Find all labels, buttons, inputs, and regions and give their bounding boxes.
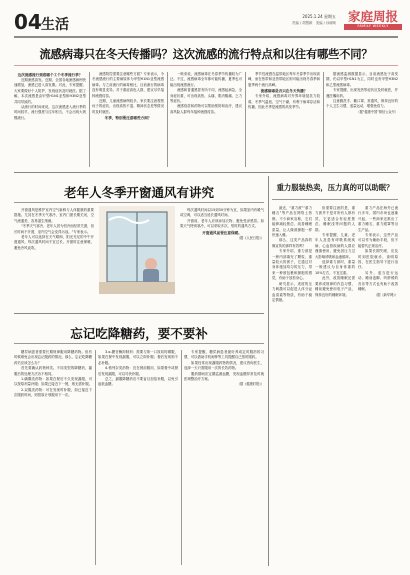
paragraph: 4.格列奈类药物：宜在餐前服用，如果餐中或餐后发现漏服，可以尽快补服。 [98, 366, 178, 376]
paragraph: 此外，改善睡眠还需要养成规律的作息习惯，睡前避免使用电子产品，保持良好的睡眠环境。 [315, 276, 355, 297]
paragraph: “冬季天气寒冷，老年人因为怕冷而经常关窗，但长时间不开窗，室内空气会变得污浊。”专家表示。 [14, 224, 94, 234]
gravity-col-3 [358, 206, 398, 298]
paragraph: 专家介绍，流感病毒对外界环境抵抗力较弱，冬季气温低、空气干燥，有利于病毒存活和传播，因此冬季是流感的高发季节。 [248, 94, 320, 110]
paragraph: 糖尿病患者需要长期规律服用降糖药物。但有时候难免会出现忘记服药的情况。那么，忘记吃降糖药后应该怎么办？ [14, 350, 92, 365]
paragraph: 专家表示，这些产品可以作为辅助手段，但不能替代正规治疗。 [358, 233, 398, 248]
header-meta [276, 14, 336, 26]
paragraph: 注意勤洗手、戴口罩、常通风，保持良好的个人卫生习惯，适量运动，增强免疫力。 [326, 99, 398, 109]
paragraph: 专家提醒，儿童、老年人及患有呼吸系统疾病、心血管疾病的人群应谨慎使用，避免因压力过大影响呼吸和血液循环。 [315, 233, 355, 259]
paragraph: 选择重力被时，重量一般建议为自身体重的10%左右，不宜过重。 [315, 260, 355, 275]
editor-line: 责编 / 胡慧颖 美编 / 孙晓映 [292, 21, 336, 25]
paragraph: 总之，漏服降糖药后不要盲目加倍补服，以免引起低血糖。 [98, 377, 178, 387]
paragraph: 服药期间应定期监测血糖，发现血糖异常及时就医调整治疗方案。 [184, 371, 264, 382]
paragraph: 专家提醒，糖尿病患者最好养成定时服药的习惯，可以借助手机闹钟等工具提醒自己按时服药。 [184, 350, 264, 360]
paragraph: 但需要注意的是，重力被并不是对所有人都有效，它更适合有轻度焦虑、睡眠浅等问题的人群。 [315, 206, 355, 232]
flu-col-2 [92, 72, 164, 121]
paragraph: 专家提醒，出现发热等症状应及时就医，并遵医嘱用药。 [326, 88, 398, 98]
winter-headline: 老年人冬季开窗通风有讲究 [63, 185, 214, 200]
byline: （据《健康时报》） [236, 382, 264, 387]
paragraph: 一般来说，流感病毒在冬春季节传播较为广泛。不过，流感病毒全年都可能传播，夏季也可能出现流感流行。 [170, 72, 242, 87]
byline: （据《新华网》） [374, 292, 398, 297]
candy-col-2 [98, 350, 178, 388]
paragraph: 首先要确认药物种类。不同类型的降糖药，漏服后的处理方法各不相同。 [14, 366, 92, 376]
page-header [14, 8, 398, 34]
paragraph: 流感防控需要注意哪些方面？专家表示，今冬流感流行的主要病原体为甲型H1N1亚型流感病毒。与之前流行的病毒相比，目前流行的病毒没有明显变异。对于重症高危人群，建议尽早接种流感疫苗。 [92, 72, 164, 98]
paragraph: 开窗前，老年人应该添加衣物，避免受凉感冒。如果天气特别寒冷，可以采取多次、短时的通风方式。 [180, 218, 264, 229]
header-rule [14, 36, 398, 38]
candy-col-1 [14, 350, 92, 399]
paragraph: 那么，这类产品真的像宣传的那样有效吗？ [272, 238, 312, 248]
paragraph: 1.磺脲类药物：如果在餐后不久发现漏服，可以按原剂量补服；如果已接近下一餐，则无需补服。 [14, 377, 92, 387]
byline: （据“健康中国”微信公众号） [356, 109, 398, 114]
paragraph: 另外，适当进行运动、睡前泡脚、听舒缓的音乐等方式也有助于改善睡眠。 [358, 270, 398, 292]
gravity-col-1 [272, 206, 312, 303]
paragraph: 据流感监测数据显示，目前流感处于高发期，仍以甲型H1N1为主，同时也有甲型H3N2和乙型流感病毒。 [326, 72, 398, 87]
flu-col-1 [14, 72, 86, 121]
flu-col-4 [248, 72, 320, 110]
flu-subhead: 流感病毒是否只在冬天传播？ [260, 89, 308, 94]
gravity-headline: 重力服装热卖，压力真的可以助眠？ [276, 183, 394, 192]
paragraph: 3.α-糖苷酶抑制剂：需要与第一口饭同时嚼服，如果在餐中发现漏服，可以立即补服；餐后发现则不必补服。 [98, 350, 178, 365]
flu-headline: 流感病毒只在冬天传播吗？这次流感的流行特点和以往有哪些不同？ [39, 48, 373, 61]
paragraph: 研究显示，适度的压力刺激可以促进人体分泌血清素等物质，有助于稳定情绪。 [272, 281, 312, 302]
brand-name-en: FAMILY WEEKLY [344, 24, 402, 30]
issue-date: 2025.1.24 星期五 [302, 14, 336, 19]
flu-col-3 [170, 72, 242, 115]
byline: （据《人民日报》） [236, 235, 264, 240]
window-icon [99, 206, 175, 294]
paragraph: 最近，“重力被”“重力睡衣”等产品在网络上热销。不少商家宣称，它们能够减轻焦虑、改善睡眠质量，让人像被拥抱一样快速入睡。 [272, 206, 312, 238]
flu-headline-rule [14, 65, 398, 66]
paragraph: 2.双胍类药物：可在发现时补服，如已接近下次服药时间，则按原计划服用下一次。 [14, 387, 92, 398]
section-divider [14, 172, 398, 173]
candy-headline: 忘记吃降糖药，要不要补 [70, 326, 208, 341]
paragraph: 从流行的时间来说，这次流感进入流行季的时间较早，流行强度与往年相当，不会出现大规模流行。 [14, 105, 86, 120]
paragraph: 重力产品在海外已流行多年，国内市场也逐渐兴起，一些商家还推出了重力睡衣、重力眼罩等衍生产品。 [358, 206, 398, 232]
gravity-col-2 [315, 206, 355, 298]
paragraph: 开窗通风是维护室内空气新鲜与人体健康的重要措施。尤其在冬季天气寒冷，室内门窗长期关闭，空气流通差，容易滋生细菌。 [14, 208, 94, 223]
paragraph: 流感和普通感冒有所不同，流感起病急，全身症状重，可出现高热、头痛、肌肉酸痛、乏力等症状。 [170, 88, 242, 104]
winter-col-1 [14, 208, 94, 251]
flu-subhead: 冬季，特别要注意哪些方面？ [104, 116, 152, 121]
window-illustration [99, 206, 175, 294]
candy-col-3 [184, 350, 264, 387]
paragraph: 老年人可以选择在天气晴朗、阳光充足的中午开窗通风，每次通风时间不宜过长，开窗时注意保暖，避免冷风直吹。 [14, 235, 94, 250]
paragraph: 季节性流感在温带地区每年冬春季节出现高峰，而在热带和亚热带地区则可能出现冬春季和夏季两个流行高峰。 [248, 72, 320, 87]
winter-subhead: 开窗通风前要注意保暖。 [202, 230, 242, 235]
winter-col-2 [180, 208, 264, 241]
paragraph: 专家介绍，重力被是一种内部填充了颗粒、重量较大的被子，它通过对身体施加均匀的压力，带来一种被包裹和拥抱的感觉，有助于放松身心。 [272, 249, 312, 281]
paragraph: 流感疫苗和药物可以帮助预防和治疗，建议高风险人群每年接种流感疫苗。 [170, 104, 242, 114]
brand-name-cn: 家庭周报 [347, 9, 398, 24]
page-number: 04 [14, 10, 42, 34]
paragraph: 近期流感高发。近期，全国各地流感病例快速增加，流感已进入高发期。对此，专家提醒，大家要做好个人防护，发现症状及时就医。据了解，本次流感是由甲型H1N1亚型和H3N2亚型共同导致的。 [14, 78, 86, 104]
paragraph: 近期，儿童流感病例较多。家长要注意观察孩子的症状，出现高热不退、精神状态差等情况时及时就医。 [92, 99, 164, 114]
paragraph: 如果长期失眠，应及时到医院就诊，查明原因，在医生指导下进行治疗。 [358, 249, 398, 270]
paragraph: 每次通风时间以15到30分钟为宜，如果室内有暖气或空调，可以适当延长通风时间。 [180, 208, 264, 218]
flu-subhead: 这次流感流行到底哪个工个冬季流行季？ [17, 73, 83, 77]
flu-col-5 [326, 72, 398, 115]
brand-logo [344, 9, 402, 31]
paragraph: 如果经常出现漏服药物的情况，建议咨询医生，选择一天只需服用一次的长效药物。 [184, 360, 264, 371]
section-name: 生活 [41, 17, 69, 33]
